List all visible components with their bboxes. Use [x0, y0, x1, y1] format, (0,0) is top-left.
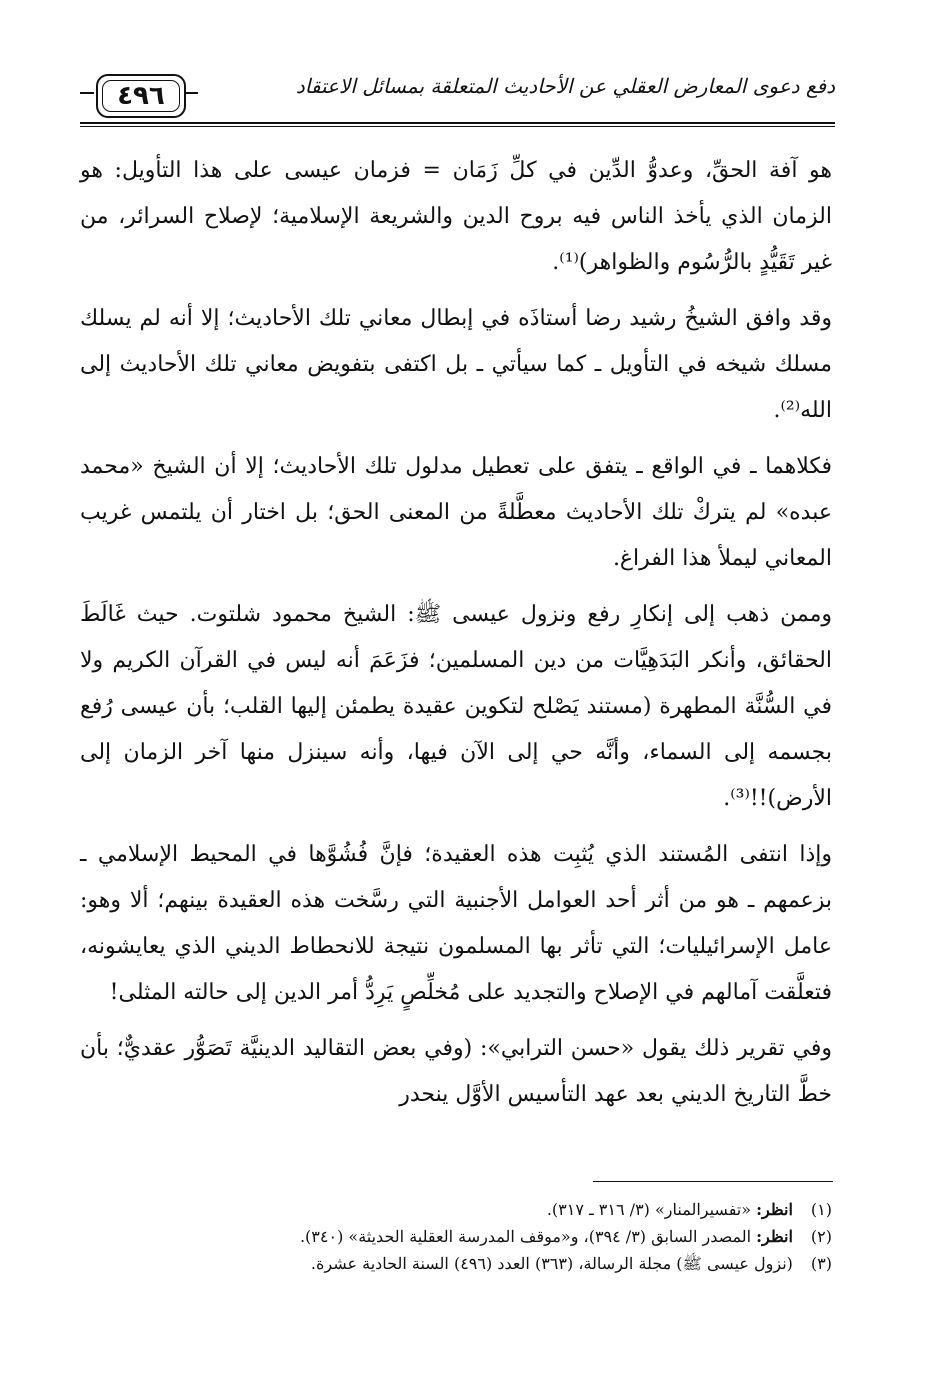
- paragraph: وفي تقرير ذلك يقول «حسن الترابي»: (وفي بعض التقاليد الدينيَّة تَصَوُّر عقديٌّ؛ بأن خطَّ التاريخ الديني بعد عهد التأسيس الأوَّل ينحدر: [80, 1036, 832, 1107]
- footnote-number: (٢): [810, 1227, 832, 1246]
- ornament-line-left: [80, 92, 94, 94]
- footnote-text: المصدر السابق (٣/ ٣٩٤)، و«موقف المدرسة العقلية الحديثة» (٣٤٠).: [299, 1227, 752, 1246]
- header-rule-thin: [80, 126, 835, 127]
- footnote-label: انظر:: [756, 1227, 793, 1246]
- footnote-text: «تفسيرالمنار» (٣/ ٣١٦ ـ ٣١٧).: [546, 1200, 752, 1219]
- header-rule: [80, 122, 835, 124]
- footnote-separator: [593, 1181, 833, 1182]
- ornament-line-right: [184, 92, 198, 94]
- page-header: [80, 60, 835, 128]
- footnotes: [80, 1196, 832, 1277]
- page-number: ٤٩٦: [117, 81, 165, 111]
- footnote-text: (نزول عيسى ﷺ) مجلة الرسالة، (٣٦٣) العدد (٤٩٦) السنة الحادية عشرة.: [310, 1254, 793, 1273]
- page-number-frame: [96, 74, 186, 118]
- footnote-label: انظر:: [756, 1200, 793, 1219]
- main-text: [80, 148, 832, 1128]
- footnote-number: (٣): [810, 1254, 832, 1273]
- paragraph: فكلاهما ـ في الواقع ـ يتفق على تعطيل مدلول تلك الأحاديث؛ إلا أن الشيخ «محمد عبده» لم يتركْ تلك الأحاديث معطَّلةً من المعنى الحق؛ بل اختار أن يلتمس غريب المعاني ليملأ هذا الفراغ.: [80, 454, 832, 571]
- paragraph: وقد وافق الشيخُ رشيد رضا أستاذَه في إبطال معاني تلك الأحاديث؛ إلا أنه لم يسلك مسلك شيخه في التأويل ـ كما سيأتي ـ بل اكتفى بتفويض معاني تلك الأحاديث إلى الله⁽²⁾.: [80, 306, 832, 423]
- footnote-number: (١): [810, 1200, 832, 1219]
- paragraph: وإذا انتفى المُستند الذي يُثبِت هذه العقيدة؛ فإنَّ فُشُوَّها في المحيط الإسلامي ـ بزعمهم ـ هو من أثر أحد العوامل الأجنبية التي رسَّخت هذه العقيدة بينهم؛ ألا وهو: عامل الإسرائيليات؛ التي تأثر بها المسلمون نتيجة للانحطاط الديني الذي يعايشونه، فتعلَّقت آمالهم في الإصلاح والتجديد على مُخلِّصٍ يَرِدُّ أمر الدين إلى حالته المثلى!: [80, 842, 832, 1005]
- paragraph: وممن ذهب إلى إنكارِ رفع ونزول عيسى ﷺ: الشيخ محمود شلتوت. حيث غَالَطَ الحقائق، وأنكر البَدَهِيَّات من دين المسلمين؛ فزَعَمَ أنه ليس في القرآن الكريم ولا في السُّنَّة المطهرة (مستند يَصْلح لتكوين عقيدة يطمئن إليها القلب؛ بأن عيسى رُفع بجسمه إلى السماء، وأنَّه حي إلى الآن فيها، وأنه سينزل منها آخر الزمان إلى الأرض)!!⁽³⁾.: [80, 602, 832, 811]
- footnote: [80, 1250, 832, 1277]
- running-title: دفع دعوى المعارض العقلي عن الأحاديث المتعلقة بمسائل الاعتقاد: [295, 74, 835, 98]
- paragraph: هو آفة الحقِّ، وعدوُّ الدِّين في كلِّ زَمَان = فزمان عيسى على هذا التأويل: هو الزمان الذي يأخذ الناس فيه بروح الدين والشريعة الإسلامية؛ لإصلاح السرائر، من غير تَقَيُّدٍ بالرُّسُوم والظواهر)⁽¹⁾.: [80, 158, 832, 275]
- footnote: [80, 1196, 832, 1223]
- footnote: [80, 1223, 832, 1250]
